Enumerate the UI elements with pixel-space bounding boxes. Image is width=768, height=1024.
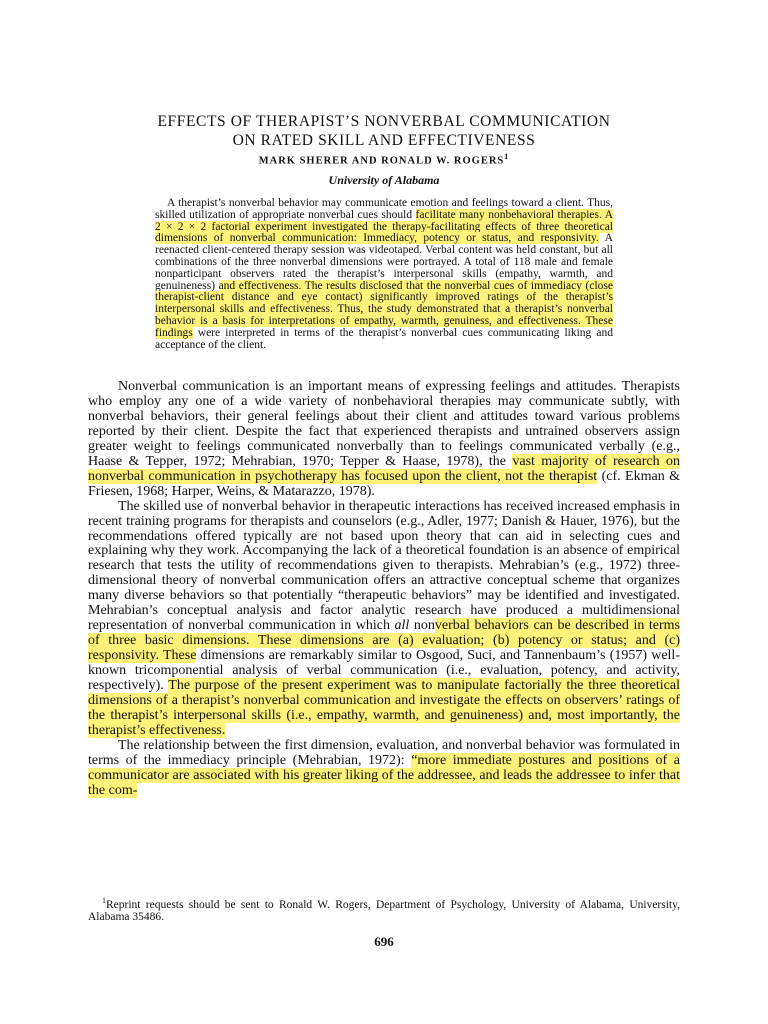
body-text-run: The skilled use of nonverbal behavior in therapeutic interactions has received increased emphasis in recent training programs for therapists and counselors (e.g., Adler, 1977; Danish & Hauer, 1976), but the recommendations offered typically are not based upon theory that can aid in selecting cues and explaining why they work. Accompanying the lack of a theoretical foundation is an absence of empirical research that tests the utility of recommendations given to therapists. Mehrabian’s (e.g., 1972) three-dimensional theory of nonverbal communication offers an attractive conceptual scheme that organizes many diverse behaviors so that potentially “therapeutic behaviors” may be identified and investigated. Mehrabian’s conceptual analysis and factor analytic research have produced a multidimensional representation of nonverbal communication in which — [88, 498, 680, 634]
footnote-mark: 1 — [102, 896, 106, 905]
footnote-text — [88, 895, 680, 924]
body-paragraph-1 — [88, 380, 680, 500]
body-text-run: The relationship between the first dimension, evaluation, and nonverbal behavior was formulated in terms of the immediacy principle (Mehrabian, 1972): — [88, 737, 680, 768]
body-highlight: “more immediate postures and positions of a communicator are associated with his greater liking of the addressee, and leads the addressee to infer that the com- — [88, 752, 680, 798]
abstract-highlight: facilitate many nonbehavioral therapies. A 2 × 2 × 2 factorial experiment investigated the therapy-facilitating effects of three theoretical dimensions of nonverbal communication: Immediacy, potency or status, and responsivity. — [155, 208, 613, 245]
body-highlight: vast majority of research on nonverbal communication in psychotherapy has focused upon the client, not the therapist — [88, 453, 680, 484]
body-text — [88, 380, 680, 799]
body-text-run: Nonverbal communication is an important means of expressing feelings and attitudes. Therapists who employ any one of a wide variety of nonbehavioral therapies may communicate subtly, with nonverbal behaviors, their general feelings about their client and attitudes toward various problems reported by their client. Despite the fact that experienced therapists and untrained observers assign greater weight to feelings communicated nonverbally than to feelings communicated verbally (e.g., Haase & Tepper, 1972; Mehrabian, 1970; Tepper & Haase, 1978), the — [88, 379, 680, 469]
body-highlight: The purpose of the present experiment was to manipulate factorially the three theoretical dimensions of a therapist’s nonverbal communication and investigate the effects on observers’ ratings of the therapist’s interpersonal skills (i.e., empathy, warmth, and genuineness) and, most importantly, the therapist’s effectiveness. — [88, 678, 680, 738]
body-highlight: verbal behaviors can be described in terms of three basic dimensions. These dimensions are (a) evaluation; (b) potency or status; and (c) responsivity. These — [88, 618, 681, 664]
body-paragraph-2 — [88, 500, 680, 739]
title-line-2: ON RATED SKILL AND EFFECTIVENESS — [232, 132, 536, 149]
body-text-run: dimensions are remarkably similar to Osgood, Suci, and Tannenbaum’s (1957) well-known tricomponential analysis of verbal communication (i.e., evaluation, potency, and activity, respectively). — [88, 648, 680, 694]
body-paragraph-3 — [88, 739, 680, 799]
page-number: 696 — [374, 934, 394, 949]
abstract-highlight: and effectiveness. The results disclosed that the nonverbal cues of immediacy (close therapist-client distance and eye contact) significantly improved ratings of the therapist’s interpersonal skills and effectiveness. Thus, the study demonstrated that a therapist’s nonverbal behavior is a basis for interpretations of empathy, warmth, genuiness, and effectiveness. These findings — [155, 279, 613, 339]
affiliation: University of Alabama — [328, 173, 440, 187]
footnote-body: Reprint requests should be sent to Ronald W. Rogers, Department of Psychology, University of Alabama, University, Alabama 35486. — [88, 898, 680, 924]
body-text-run: non — [409, 618, 435, 634]
author-names: MARK SHERER AND RONALD W. ROGERS — [258, 155, 505, 167]
footnote — [88, 895, 680, 924]
abstract — [155, 198, 613, 351]
abstract-text: were interpreted in terms of the therapist’s nonverbal cues communicating liking and acceptance of the client. — [155, 326, 613, 351]
abstract-paragraph — [155, 198, 613, 351]
abstract-text: A reenacted client-centered therapy session was videotaped. Verbal content was held constant, but all combinations of the three nonverbal dimensions were portrayed. A total of 118 male and female nonparticipant observers rated the therapist’s interpersonal skills (empathy, warmth, and genuineness) — [155, 232, 613, 292]
body-text-run: (cf. Ekman & Friesen, 1968; Harper, Weins, & Matarazzo, 1978). — [88, 468, 680, 499]
author-list — [0, 152, 768, 167]
title-line-1: EFFECTS OF THERAPIST’S NONVERBAL COMMUNICATION — [157, 113, 611, 130]
abstract-text: A therapist’s nonverbal behavior may communicate emotion and feelings toward a client. Thus, skilled utilization of appropriate nonverbal cues should — [155, 197, 613, 221]
emphasis-all: all — [394, 618, 410, 634]
article-title — [0, 112, 768, 150]
author-footnote-mark: 1 — [504, 152, 510, 161]
